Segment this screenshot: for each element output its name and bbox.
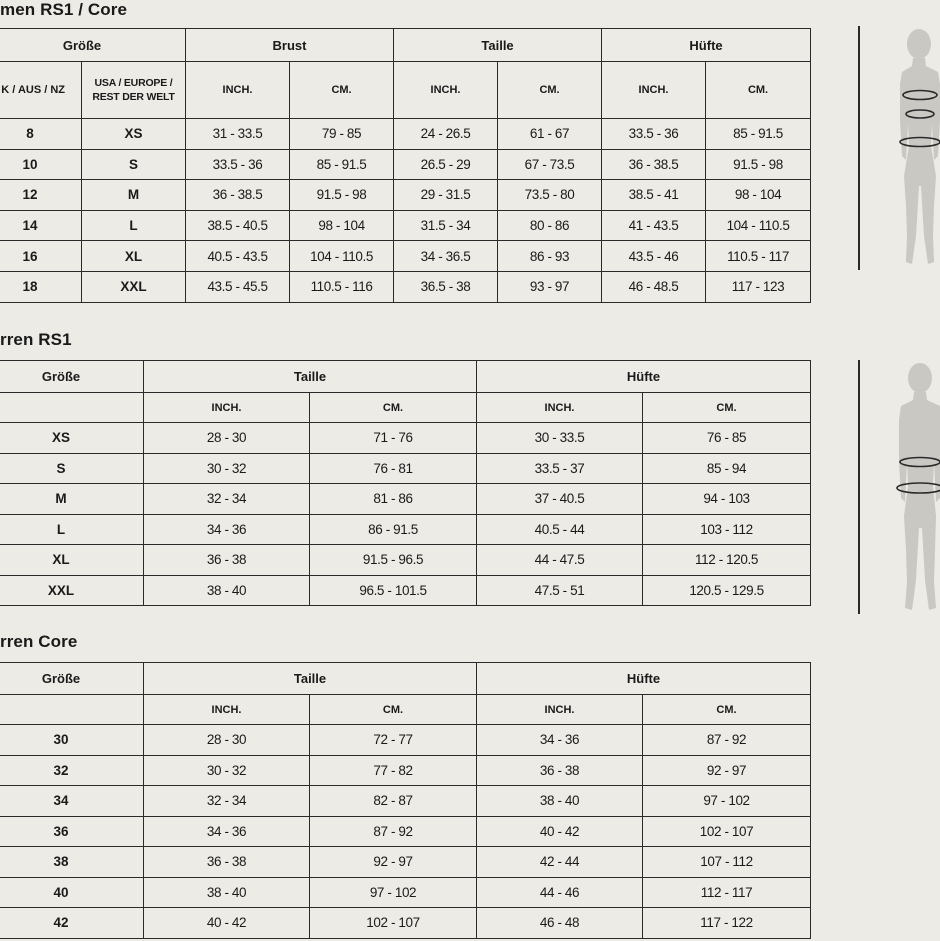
waist-cm-cell: 72 - 77 [310, 725, 477, 756]
waist-cm-cell: 77 - 82 [310, 755, 477, 786]
hip-cm-header: CM. [643, 695, 811, 725]
hip-inch-cell: 34 - 36 [477, 725, 643, 756]
waist-inch-header: INCH. [144, 695, 310, 725]
hip-inch-cell: 33.5 - 37 [477, 453, 643, 484]
waist-inch-cell: 24 - 26.5 [394, 119, 498, 150]
chest-cm-cell: 98 - 104 [290, 210, 394, 241]
uk-size-cell: 10 [0, 149, 82, 180]
hip-inch-cell: 37 - 40.5 [477, 484, 643, 515]
hip-cm-cell: 97 - 102 [643, 786, 811, 817]
waist-inch-header: INCH. [144, 393, 310, 423]
waist-inch-cell: 38 - 40 [144, 575, 310, 606]
hip-inch-cell: 40 - 42 [477, 816, 643, 847]
size-cell: XL [0, 545, 144, 576]
hip-cm-cell: 120.5 - 129.5 [643, 575, 811, 606]
usa-size-cell: XXL [82, 271, 186, 302]
male-body-measurement-icon [858, 360, 940, 614]
waist-cm-header: CM. [498, 62, 602, 119]
waist-header: Taille [144, 663, 477, 695]
table-row [0, 908, 811, 939]
chest-cm-cell: 110.5 - 116 [290, 271, 394, 302]
chest-inch-cell: 36 - 38.5 [186, 180, 290, 211]
uk-size-cell: 18 [0, 271, 82, 302]
chest-inch-cell: 40.5 - 43.5 [186, 241, 290, 272]
female-body-measurement-icon [858, 26, 940, 270]
hip-inch-header: INCH. [477, 393, 643, 423]
waist-inch-cell: 28 - 30 [144, 423, 310, 454]
chest-inch-header: INCH. [186, 62, 290, 119]
table-subheader-row [0, 695, 811, 725]
uk-size-cell: 14 [0, 210, 82, 241]
waist-cm-cell: 96.5 - 101.5 [310, 575, 477, 606]
table-row [0, 545, 811, 576]
chest-inch-cell: 33.5 - 36 [186, 149, 290, 180]
size-cell: 42 [0, 908, 144, 939]
usa-size-cell: L [82, 210, 186, 241]
table-row [0, 453, 811, 484]
waist-inch-cell: 29 - 31.5 [394, 180, 498, 211]
usa-size-cell: M [82, 180, 186, 211]
hip-inch-cell: 44 - 47.5 [477, 545, 643, 576]
waist-cm-cell: 76 - 81 [310, 453, 477, 484]
waist-cm-cell: 91.5 - 96.5 [310, 545, 477, 576]
hip-cm-cell: 94 - 103 [643, 484, 811, 515]
table-header-row [0, 663, 811, 695]
waist-inch-cell: 38 - 40 [144, 877, 310, 908]
size-cell: 40 [0, 877, 144, 908]
hip-cm-cell: 85 - 91.5 [706, 119, 811, 150]
hip-cm-cell: 92 - 97 [643, 755, 811, 786]
hip-inch-cell: 46 - 48 [477, 908, 643, 939]
women-size-table [0, 28, 811, 303]
waist-header: Taille [394, 29, 602, 62]
table-row [0, 149, 811, 180]
size-cell: 30 [0, 725, 144, 756]
usa-size-cell: S [82, 149, 186, 180]
size-cell: 34 [0, 786, 144, 817]
chest-cm-cell: 85 - 91.5 [290, 149, 394, 180]
waist-inch-cell: 32 - 34 [144, 786, 310, 817]
hip-cm-cell: 104 - 110.5 [706, 210, 811, 241]
hip-header: Hüfte [602, 29, 811, 62]
female-silhouette [858, 26, 940, 270]
waist-inch-header: INCH. [394, 62, 498, 119]
table-row [0, 271, 811, 302]
hip-cm-header: CM. [643, 393, 811, 423]
waist-cm-cell: 92 - 97 [310, 847, 477, 878]
table-row [0, 786, 811, 817]
waist-inch-cell: 30 - 32 [144, 453, 310, 484]
waist-cm-cell: 87 - 92 [310, 816, 477, 847]
hip-cm-cell: 103 - 112 [643, 514, 811, 545]
table-row [0, 816, 811, 847]
waist-cm-cell: 86 - 93 [498, 241, 602, 272]
hip-cm-header: CM. [706, 62, 811, 119]
size-header: Größe [0, 29, 186, 62]
size-header: Größe [0, 663, 144, 695]
table-header-row [0, 361, 811, 393]
hip-inch-cell: 33.5 - 36 [602, 119, 706, 150]
men-rs1-section-title: rren RS1 [0, 330, 72, 349]
chest-cm-header: CM. [290, 62, 394, 119]
table-row [0, 755, 811, 786]
table-subheader-row [0, 393, 811, 423]
chest-inch-cell: 38.5 - 40.5 [186, 210, 290, 241]
hip-cm-cell: 112 - 120.5 [643, 545, 811, 576]
usa-size-cell: XS [82, 119, 186, 150]
table-row [0, 877, 811, 908]
hip-inch-cell: 40.5 - 44 [477, 514, 643, 545]
waist-inch-cell: 36.5 - 38 [394, 271, 498, 302]
waist-inch-cell: 36 - 38 [144, 545, 310, 576]
table-row [0, 210, 811, 241]
size-cell: L [0, 514, 144, 545]
male-silhouette [858, 360, 940, 614]
table-row [0, 241, 811, 272]
size-cell: S [0, 453, 144, 484]
waist-inch-cell: 34 - 36 [144, 816, 310, 847]
chest-cm-cell: 79 - 85 [290, 119, 394, 150]
hip-cm-cell: 102 - 107 [643, 816, 811, 847]
hip-inch-cell: 38.5 - 41 [602, 180, 706, 211]
waist-inch-cell: 40 - 42 [144, 908, 310, 939]
chest-inch-cell: 31 - 33.5 [186, 119, 290, 150]
empty-subheader-cell [0, 695, 144, 725]
waist-cm-cell: 97 - 102 [310, 877, 477, 908]
hip-inch-cell: 36 - 38.5 [602, 149, 706, 180]
size-cell: 32 [0, 755, 144, 786]
table-header-row [0, 29, 811, 62]
waist-header: Taille [144, 361, 477, 393]
hip-cm-cell: 85 - 94 [643, 453, 811, 484]
hip-cm-cell: 98 - 104 [706, 180, 811, 211]
chest-inch-cell: 43.5 - 45.5 [186, 271, 290, 302]
hip-header: Hüfte [477, 361, 811, 393]
chest-header: Brust [186, 29, 394, 62]
women-section-title: men RS1 / Core [0, 0, 128, 19]
size-header: Größe [0, 361, 144, 393]
waist-cm-cell: 102 - 107 [310, 908, 477, 939]
uk-size-cell: 12 [0, 180, 82, 211]
usa-size-header: USA / EUROPE / REST DER WELT [82, 62, 186, 119]
hip-inch-header: INCH. [602, 62, 706, 119]
table-subheader-row [0, 62, 811, 119]
men-core-section-title: rren Core [0, 632, 78, 651]
waist-cm-cell: 61 - 67 [498, 119, 602, 150]
men-core-size-table [0, 662, 811, 939]
waist-inch-cell: 34 - 36.5 [394, 241, 498, 272]
hip-cm-cell: 117 - 123 [706, 271, 811, 302]
table-row [0, 725, 811, 756]
waist-cm-cell: 67 - 73.5 [498, 149, 602, 180]
hip-inch-cell: 38 - 40 [477, 786, 643, 817]
hip-cm-cell: 107 - 112 [643, 847, 811, 878]
hip-cm-cell: 110.5 - 117 [706, 241, 811, 272]
waist-cm-cell: 81 - 86 [310, 484, 477, 515]
table-row [0, 423, 811, 454]
table-row [0, 847, 811, 878]
chest-cm-cell: 104 - 110.5 [290, 241, 394, 272]
waist-inch-cell: 32 - 34 [144, 484, 310, 515]
hip-inch-cell: 42 - 44 [477, 847, 643, 878]
hip-cm-cell: 117 - 122 [643, 908, 811, 939]
hip-cm-cell: 91.5 - 98 [706, 149, 811, 180]
empty-subheader-cell [0, 393, 144, 423]
waist-cm-cell: 93 - 97 [498, 271, 602, 302]
hip-inch-cell: 41 - 43.5 [602, 210, 706, 241]
men-rs1-size-table [0, 360, 811, 606]
waist-cm-cell: 71 - 76 [310, 423, 477, 454]
waist-inch-cell: 30 - 32 [144, 755, 310, 786]
table-row [0, 119, 811, 150]
waist-inch-cell: 28 - 30 [144, 725, 310, 756]
waist-inch-cell: 36 - 38 [144, 847, 310, 878]
waist-inch-cell: 34 - 36 [144, 514, 310, 545]
waist-cm-cell: 73.5 - 80 [498, 180, 602, 211]
usa-size-cell: XL [82, 241, 186, 272]
size-cell: M [0, 484, 144, 515]
hip-cm-cell: 87 - 92 [643, 725, 811, 756]
hip-inch-cell: 30 - 33.5 [477, 423, 643, 454]
hip-cm-cell: 76 - 85 [643, 423, 811, 454]
uk-size-cell: 16 [0, 241, 82, 272]
table-row [0, 180, 811, 211]
size-cell: XS [0, 423, 144, 454]
hip-header: Hüfte [477, 663, 811, 695]
waist-cm-cell: 86 - 91.5 [310, 514, 477, 545]
hip-inch-header: INCH. [477, 695, 643, 725]
waist-cm-header: CM. [310, 695, 477, 725]
size-cell: XXL [0, 575, 144, 606]
hip-inch-cell: 47.5 - 51 [477, 575, 643, 606]
size-cell: 36 [0, 816, 144, 847]
chest-cm-cell: 91.5 - 98 [290, 180, 394, 211]
table-row [0, 575, 811, 606]
uk-size-header: K / AUS / NZ [0, 62, 82, 119]
hip-inch-cell: 46 - 48.5 [602, 271, 706, 302]
waist-cm-cell: 82 - 87 [310, 786, 477, 817]
hip-cm-cell: 112 - 117 [643, 877, 811, 908]
hip-inch-cell: 43.5 - 46 [602, 241, 706, 272]
waist-inch-cell: 31.5 - 34 [394, 210, 498, 241]
table-row [0, 484, 811, 515]
waist-cm-cell: 80 - 86 [498, 210, 602, 241]
uk-size-cell: 8 [0, 119, 82, 150]
hip-inch-cell: 36 - 38 [477, 755, 643, 786]
waist-cm-header: CM. [310, 393, 477, 423]
hip-inch-cell: 44 - 46 [477, 877, 643, 908]
waist-inch-cell: 26.5 - 29 [394, 149, 498, 180]
size-cell: 38 [0, 847, 144, 878]
table-row [0, 514, 811, 545]
